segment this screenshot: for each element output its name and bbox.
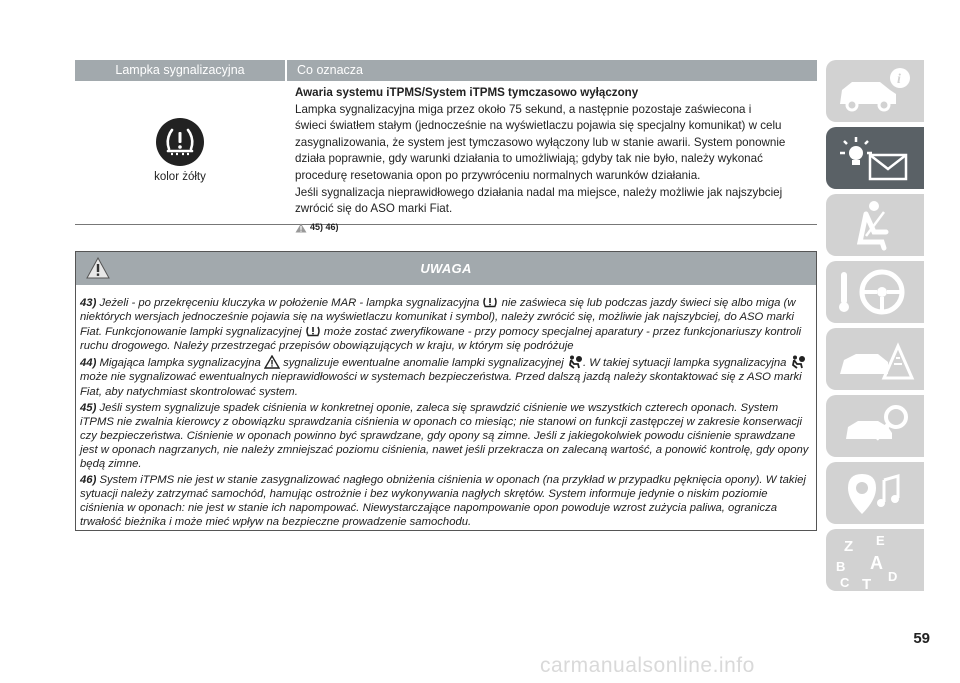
chapter-sidebar (826, 60, 924, 596)
warning-header (76, 252, 816, 285)
meaning-cell (285, 81, 817, 232)
emergency-icon[interactable] (826, 328, 924, 390)
note-number: 45) (80, 401, 97, 414)
note-text: Jeśli system sygnalizuje spadek ciśnienia w konkretnej oponie, zaleca się sprawdzić ciśnienie we wszystkich czterech oponach. System iTPMS nie zwalnia kierowcy z obowiązku sprawdzania ciśnienia w oponach co miesiąc; nie stanowi on funkcji zastępczej w zakresie konserwacji czy bezpieczeństwa. Ciśnienie w oponach powinno być sprawdzane, gdy opony są zimne. Jeśli z jakiegokolwiek powodu ciśnienie sprawdzane jest w oponach nagrzanych, nie należy zmniejszać poziomu ciśnienia, nawet jeśli przekracza on zalecaną wartość, a ponowić kontrolę, gdy opony będą zimne. (80, 401, 809, 471)
lamp-color-caption: kolor żółty (154, 171, 206, 183)
warning-note (80, 355, 812, 398)
note-text: System iTPMS nie jest w stanie zasygnalizować nagłego obniżenia ciśnienia w oponach (na przykład w przypadku pęknięcia opony). W takiej sytuacji należy zatrzymać samochód, hamując ostrożnie i bez wykonywania nagłych skrętów. System informuje jedynie o niskim poziomie ciśnienia w oponach: nie jest w stanie ich napompować. Niewystarczające napompowanie opon powoduje wzrost zużycia paliwa, ogranicza trwałość bieżnika i może mieć wpływ na bezpieczne prowadzenie samochodu. (80, 474, 806, 529)
note-text: może zostać zweryfikowane - przy pomocy specjalnej aparatury - przez funkcjonariuszy kontroli ruchu drogowego. Należy przestrzegać przepisów obowiązujących w kraju, w którym się podróżuje (80, 326, 802, 353)
row-line: zwrócić się do ASO marki Fiat. (295, 202, 453, 216)
table-row (75, 81, 817, 232)
note-text: może nie sygnalizować ewentualnych nieprawidłowości w systemach bezpieczeństwa. Przed dalszą jazdą należy skontaktować się z ASO marki Fiat, aby natychmiast skontrolować system. (80, 371, 802, 398)
row-line: Jeśli sygnalizacja nieprawidłowego działania nadal ma miejsce, należy możliwie jak najszybciej (295, 185, 783, 199)
column-header-meaning: Co oznacza (285, 60, 817, 81)
row-line: procedurę resetowania opon po przywróceniu normalnych warunków działania. (295, 168, 701, 182)
index-letter: E (876, 533, 885, 548)
note-text: Jeżeli - po przekręceniu kluczyka w położenie MAR - lampka sygnalizacyjna (99, 297, 483, 309)
note-text: Migająca lampka sygnalizacyjna (99, 357, 264, 370)
watermark: carmanualsonline.info (540, 654, 755, 677)
warning-note (80, 401, 812, 471)
row-line: świeci światłem stałym (jednocześnie na wyświetlaczu pojawia się specjalny komunikat) w celu (295, 119, 782, 133)
note-text: . W takiej sytuacji lampka sygnalizacyjna (582, 357, 790, 370)
warning-box (75, 251, 817, 531)
index-icon[interactable] (826, 529, 924, 591)
warning-references (295, 219, 817, 236)
lamp-cell (75, 81, 285, 224)
note-text: nie zaświeca się lub podczas jazdy świeci się albo miga (w niektórych wersjach jednocześnie pojawia się na wyświetlaczu komunikat i symbol), należy zwrócić się, możliwie jak najszybciej, do ASO marki Fiat. Funkcjonowanie lampki sygnalizacyjnej (80, 297, 796, 339)
warning-note (80, 473, 812, 529)
row-line: Lampka sygnalizacyjna miga przez około 75 sekund, a następnie pozostaje zaświecona i (295, 102, 752, 116)
index-letter: Z (844, 538, 854, 555)
note-text: sygnalizuje ewentualne anomalie lampki sygnalizacyjnej (279, 357, 567, 370)
driving-icon[interactable] (826, 261, 924, 323)
index-letter: B (836, 559, 846, 574)
note-number: 43) (80, 297, 97, 309)
warning-light-table (75, 60, 817, 232)
multimedia-icon[interactable] (826, 462, 924, 524)
note-number: 44) (80, 357, 97, 370)
page-number: 59 (913, 630, 930, 647)
car-info-icon[interactable] (826, 60, 924, 122)
maintenance-icon[interactable] (826, 395, 924, 457)
column-header-lamp: Lampka sygnalizacyjna (115, 63, 245, 77)
row-line: działa poprawnie, gdy warunki działania to umożliwiają; gdyby tak nie było, należy wykonać (295, 152, 763, 166)
warning-lights-icon[interactable] (826, 127, 924, 189)
warning-title: UWAGA (420, 261, 472, 276)
warning-triangle-icon (264, 355, 280, 369)
svg-text:i: i (897, 72, 901, 87)
airbag-icon (790, 355, 806, 369)
reference-numbers[interactable]: 45) 46) (310, 221, 339, 232)
warning-triangle-icon (86, 257, 110, 279)
warning-note (80, 295, 812, 353)
airbag-icon (567, 355, 583, 369)
index-letter: D (888, 569, 898, 584)
note-number: 46) (80, 474, 97, 487)
tpms-icon (305, 324, 321, 338)
tpms-icon (482, 295, 498, 309)
tpms-warning-icon (155, 117, 205, 167)
row-line: zasygnalizowania, że system jest tymczasowo wyłączony lub w stanie awarii. System ponownie (295, 135, 786, 149)
seat-safety-icon[interactable] (826, 194, 924, 256)
warning-body (76, 285, 816, 530)
table-header (75, 60, 817, 81)
index-letter: C (840, 575, 850, 590)
index-letter: A (870, 553, 883, 573)
row-title: Awaria systemu iTPMS/System iTPMS tymczasowo wyłączony (295, 86, 639, 99)
warning-triangle-icon (295, 222, 307, 232)
index-letter: T (862, 576, 872, 591)
